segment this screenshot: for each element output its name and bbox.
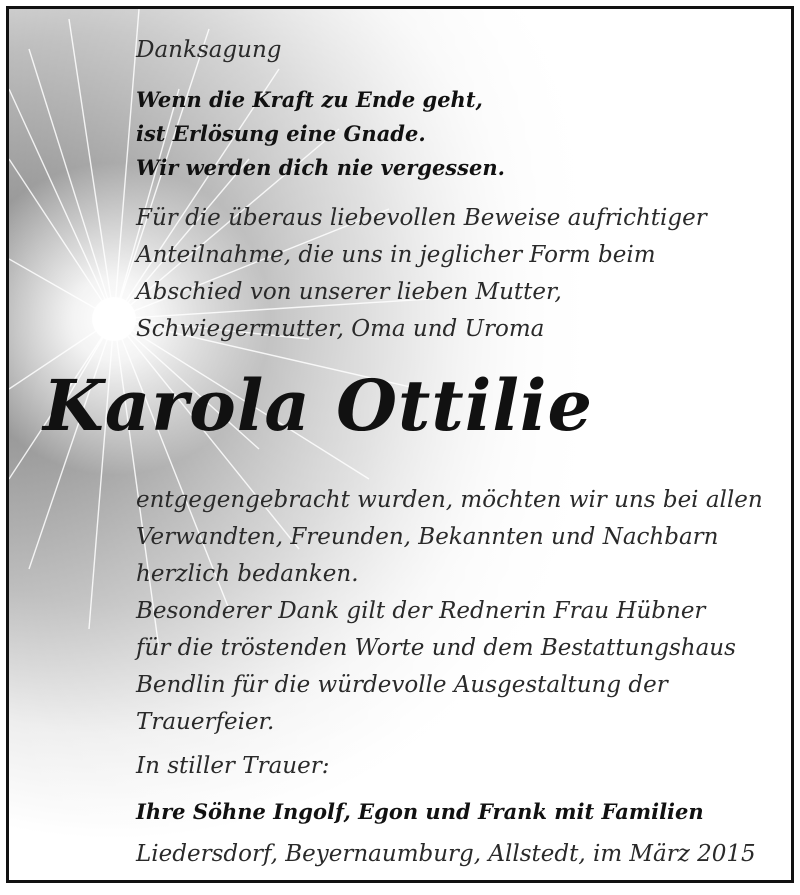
thanks-line: entgegengebracht wurden, möchten wir uns bei allen xyxy=(136,487,763,513)
heading: Danksagung xyxy=(136,37,282,63)
thanks-line: Verwandten, Freunden, Bekannten und Nachbarn xyxy=(136,524,719,550)
verse-line: ist Erlösung eine Gnade. xyxy=(136,121,426,146)
mourning-label: In stiller Trauer: xyxy=(136,753,330,779)
verse-line: Wenn die Kraft zu Ende geht, xyxy=(136,87,483,112)
obituary-card xyxy=(6,6,794,883)
obituary-text xyxy=(9,9,791,880)
signatories: Ihre Söhne Ingolf, Egon und Frank mit Familien xyxy=(136,799,704,824)
deceased-name: Karola Ottilie xyxy=(43,364,594,447)
thanks-line: herzlich bedanken. xyxy=(136,561,359,587)
thanks-line: Besonderer Dank gilt der Rednerin Frau Hübner xyxy=(136,598,706,624)
place-date: Liedersdorf, Beyernaumburg, Allstedt, im März 2015 xyxy=(136,841,756,867)
intro-line: Für die überaus liebevollen Beweise aufrichtiger xyxy=(136,205,707,231)
intro-line: Schwiegermutter, Oma und Uroma xyxy=(136,316,545,342)
thanks-line: Trauerfeier. xyxy=(136,709,275,735)
thanks-line: für die tröstenden Worte und dem Bestattungshaus xyxy=(136,635,736,661)
intro-line: Abschied von unserer lieben Mutter, xyxy=(136,279,562,305)
thanks-line: Bendlin für die würdevolle Ausgestaltung der xyxy=(136,672,668,698)
verse-line: Wir werden dich nie vergessen. xyxy=(136,155,505,180)
intro-line: Anteilnahme, die uns in jeglicher Form beim xyxy=(136,242,656,268)
